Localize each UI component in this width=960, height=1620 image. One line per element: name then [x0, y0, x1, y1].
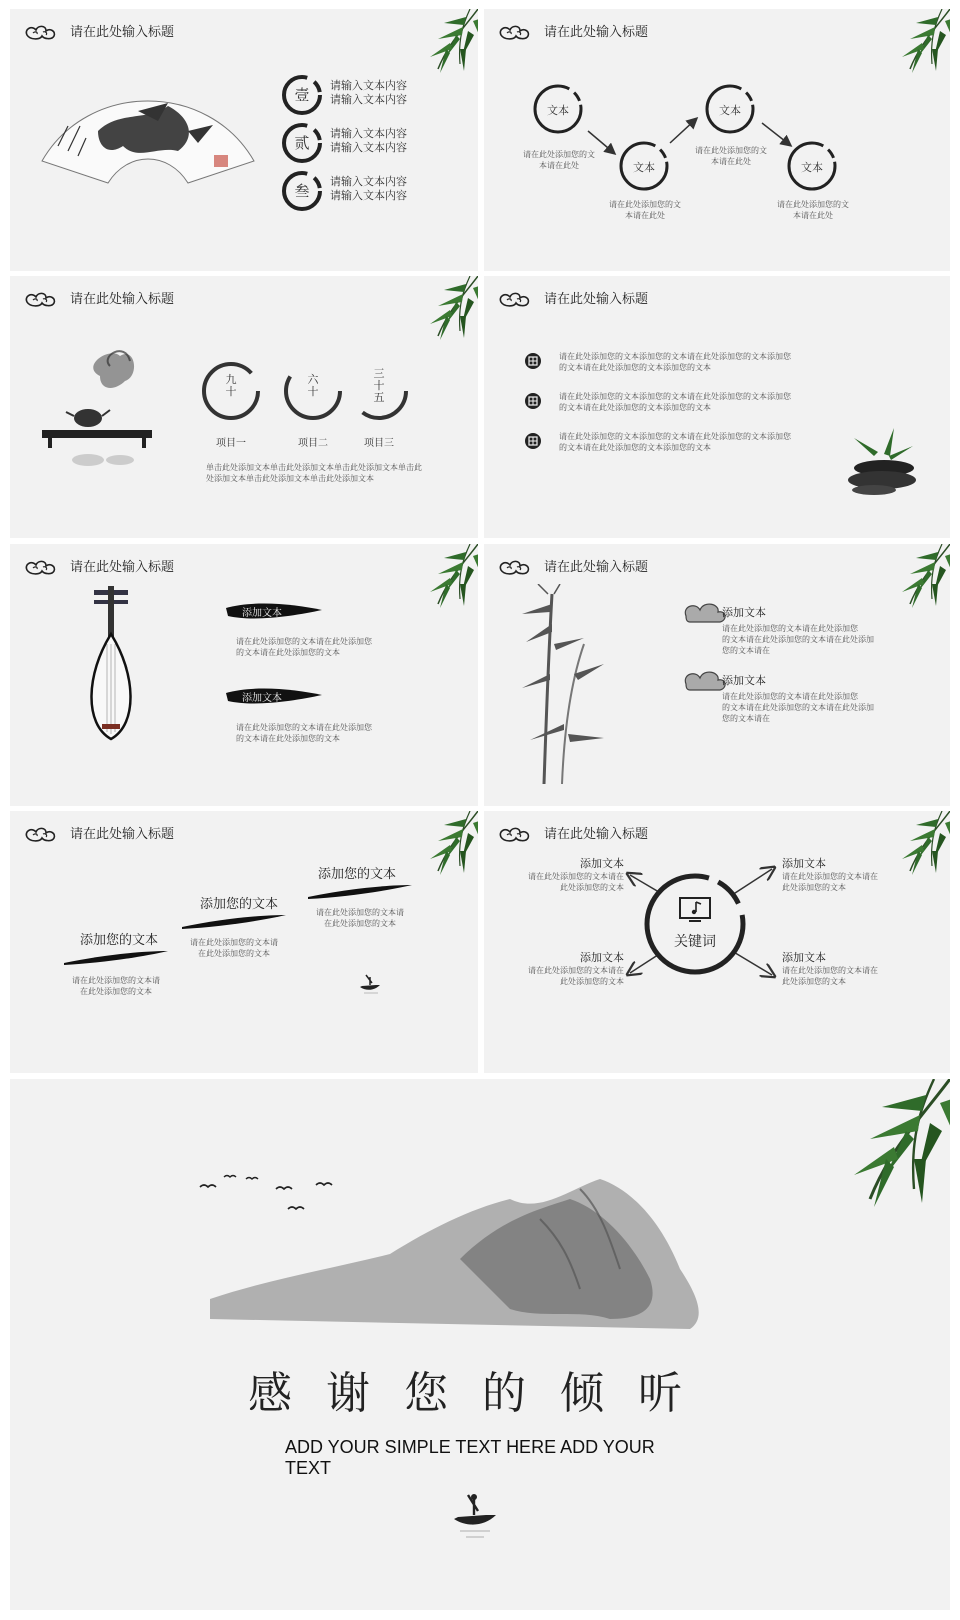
item-heading: 添加文本 — [722, 606, 766, 619]
step-text: 请在此处添加您的文本请 — [316, 908, 404, 917]
node-desc: 请在此处添加您的文 — [523, 150, 595, 159]
keyword-label: 关键词 — [674, 934, 716, 950]
slide-title: 请在此处输入标题 — [70, 25, 175, 40]
node-label: 文本 — [719, 104, 741, 117]
item-text: 请输入文本内容 — [330, 93, 407, 106]
slide-4[interactable] — [484, 276, 950, 538]
ink-stroke-tag — [224, 600, 324, 622]
item-text: 请在此处添加您的文本请在 — [528, 872, 624, 881]
bamboo-icon — [408, 276, 478, 346]
item-heading: 添加文本 — [580, 857, 624, 870]
step-heading: 添加您的文本 — [80, 933, 159, 948]
item-text: 请在此处添加您的文本添加您的文本请在此处添加您的文本添加您 — [559, 432, 791, 441]
node-desc: 本请在此处 — [793, 211, 833, 220]
bamboo-icon — [810, 1079, 950, 1219]
slide-title: 请在此处输入标题 — [544, 827, 649, 842]
flow-node — [786, 140, 838, 192]
ink-bamboo-painting-icon — [504, 584, 614, 784]
cloud-logo-icon — [498, 558, 532, 576]
circle-label: 项目一 — [216, 438, 246, 449]
slide-title: 请在此处输入标题 — [70, 292, 175, 307]
item-text: 请输入文本内容 — [330, 141, 407, 154]
item-text: 请在此处添加您的文本请在此处添加您 — [722, 624, 858, 633]
slide-5[interactable] — [10, 544, 478, 806]
knot-icon — [524, 352, 542, 370]
boat-icon — [450, 1487, 500, 1547]
quadrant-item — [504, 949, 624, 987]
item-text: 此处添加您的文本 — [560, 977, 624, 986]
quadrant-item — [504, 855, 624, 893]
bamboo-icon — [880, 544, 950, 614]
tea-set-icon — [40, 336, 160, 476]
brush-stroke-icon — [62, 949, 170, 967]
node-desc: 本请在此处 — [625, 211, 665, 220]
step-text: 在此处添加您的文本 — [324, 919, 396, 928]
node-desc: 请在此处添加您的文 — [609, 200, 681, 209]
cloud-logo-icon — [24, 825, 58, 843]
bamboo-icon — [408, 9, 478, 79]
step-heading: 添加您的文本 — [200, 897, 279, 912]
ink-fan-painting-icon — [38, 91, 258, 191]
slide-7[interactable] — [10, 811, 478, 1073]
item-text: 的文本请在此处添加您的文本 — [236, 648, 340, 657]
brush-stroke-icon — [180, 913, 288, 931]
thank-you-heading: 感谢您的倾听 — [248, 1368, 716, 1419]
cloud-logo-icon — [24, 23, 58, 41]
brush-stroke-icon — [306, 883, 414, 901]
knot-icon — [524, 392, 542, 410]
ink-stroke-tag — [224, 685, 324, 707]
item-text: 的文本请在此处添加您的文本添加您的文本 — [559, 443, 711, 452]
circle-value: 三 十 五 — [373, 367, 385, 404]
item-text: 此处添加您的文本 — [560, 883, 624, 892]
cloud-logo-icon — [24, 558, 58, 576]
boat-icon — [358, 971, 382, 997]
step-text: 在此处添加您的文本 — [80, 987, 152, 996]
step-heading: 添加您的文本 — [318, 867, 397, 882]
quadrant-item — [782, 855, 902, 893]
item-heading: 添加文本 — [580, 951, 624, 964]
cloud-logo-icon — [498, 290, 532, 308]
slide-title: 请在此处输入标题 — [70, 560, 175, 575]
keyword-hub — [642, 871, 748, 977]
flow-arrows — [484, 9, 950, 271]
tag-label: 添加文本 — [242, 608, 282, 619]
node-label: 文本 — [633, 161, 655, 174]
slide-title: 请在此处输入标题 — [544, 560, 649, 575]
item-text: 请输入文本内容 — [330, 189, 407, 202]
step-text: 请在此处添加您的文本请 — [190, 938, 278, 947]
item-text: 请在此处添加您的文本请在 — [782, 966, 878, 975]
slide-2[interactable] — [484, 9, 950, 271]
item-text: 请在此处添加您的文本请在 — [782, 872, 878, 881]
numeral: 贰 — [294, 134, 310, 152]
slide-title: 请在此处输入标题 — [544, 25, 649, 40]
slide-8[interactable] — [484, 811, 950, 1073]
percent-circle — [348, 360, 410, 422]
knot-icon — [524, 432, 542, 450]
numeral: 叁 — [294, 182, 310, 200]
tag-label: 添加文本 — [242, 693, 282, 704]
slide-3[interactable] — [10, 276, 478, 538]
item-text: 请输入文本内容 — [330, 79, 407, 92]
stones-icon — [844, 426, 924, 496]
slide-6[interactable] — [484, 544, 950, 806]
ink-mountain-icon — [210, 1169, 710, 1339]
item-text: 请输入文本内容 — [330, 127, 407, 140]
item-heading: 添加文本 — [782, 951, 826, 964]
item-text: 此处添加您的文本 — [782, 977, 846, 986]
slide-title: 请在此处输入标题 — [544, 292, 649, 307]
flow-node — [618, 140, 670, 192]
item-text: 您的文本请在 — [722, 714, 770, 723]
percent-circle — [282, 360, 344, 422]
bamboo-icon — [408, 544, 478, 614]
circle-value: 六 十 — [307, 373, 319, 398]
circle-label: 项目三 — [364, 438, 394, 449]
item-text: 您的文本请在 — [722, 646, 770, 655]
flow-node — [532, 83, 584, 135]
percent-circle — [200, 360, 262, 422]
bamboo-icon — [408, 811, 478, 881]
node-desc: 请在此处添加您的文 — [695, 146, 767, 155]
item-text: 的文本请在此处添加您的文本 — [236, 734, 340, 743]
item-text: 此处添加您的文本 — [782, 883, 846, 892]
item-text: 请在此处添加您的文本添加您的文本请在此处添加您的文本添加您 — [559, 392, 791, 401]
monitor-music-icon — [679, 897, 711, 923]
slide-9-thank-you[interactable] — [10, 1079, 950, 1610]
step-text: 在此处添加您的文本 — [198, 949, 270, 958]
body-text: 单击此处添加文本单击此处添加文本单击此处添加文本单击此 — [206, 463, 422, 472]
item-text: 请在此处添加您的文本请在 — [528, 966, 624, 975]
item-text: 请在此处添加您的文本请在此处添加您 — [236, 723, 372, 732]
subtitle-text: ADD YOUR SIMPLE TEXT HERE ADD YOUR TEXT — [285, 1437, 655, 1478]
circle-label: 项目二 — [298, 438, 328, 449]
item-text: 的文本请在此处添加您的文本添加您的文本 — [559, 403, 711, 412]
flow-node — [704, 83, 756, 135]
node-desc: 本请在此处 — [539, 161, 579, 170]
item-text: 请在此处添加您的文本请在此处添加您 — [236, 637, 372, 646]
node-desc: 本请在此处 — [711, 157, 751, 166]
pipa-instrument-icon — [76, 584, 146, 744]
ink-ring-icon — [642, 871, 748, 977]
item-text: 请在此处添加您的文本添加您的文本请在此处添加您的文本添加您 — [559, 352, 791, 361]
item-text: 的文本请在此处添加您的文本请在此处添加 — [722, 635, 874, 644]
node-label: 文本 — [547, 104, 569, 117]
item-text: 的文本请在此处添加您的文本添加您的文本 — [559, 363, 711, 372]
item-text: 请输入文本内容 — [330, 175, 407, 188]
slide-title: 请在此处输入标题 — [70, 827, 175, 842]
item-heading: 添加文本 — [782, 857, 826, 870]
cloud-logo-icon — [24, 290, 58, 308]
node-desc: 请在此处添加您的文 — [777, 200, 849, 209]
item-text: 请在此处添加您的文本请在此处添加您 — [722, 692, 858, 701]
item-text: 的文本请在此处添加您的文本请在此处添加 — [722, 703, 874, 712]
numeral: 壹 — [294, 86, 310, 104]
quadrant-item — [782, 949, 902, 987]
body-text: 处添加文本单击此处添加文本单击此处添加文本 — [206, 474, 374, 483]
node-label: 文本 — [801, 161, 823, 174]
step-text: 请在此处添加您的文本请 — [72, 976, 160, 985]
circle-value: 九 十 — [225, 373, 237, 398]
slide-1[interactable] — [10, 9, 478, 271]
item-heading: 添加文本 — [722, 674, 766, 687]
